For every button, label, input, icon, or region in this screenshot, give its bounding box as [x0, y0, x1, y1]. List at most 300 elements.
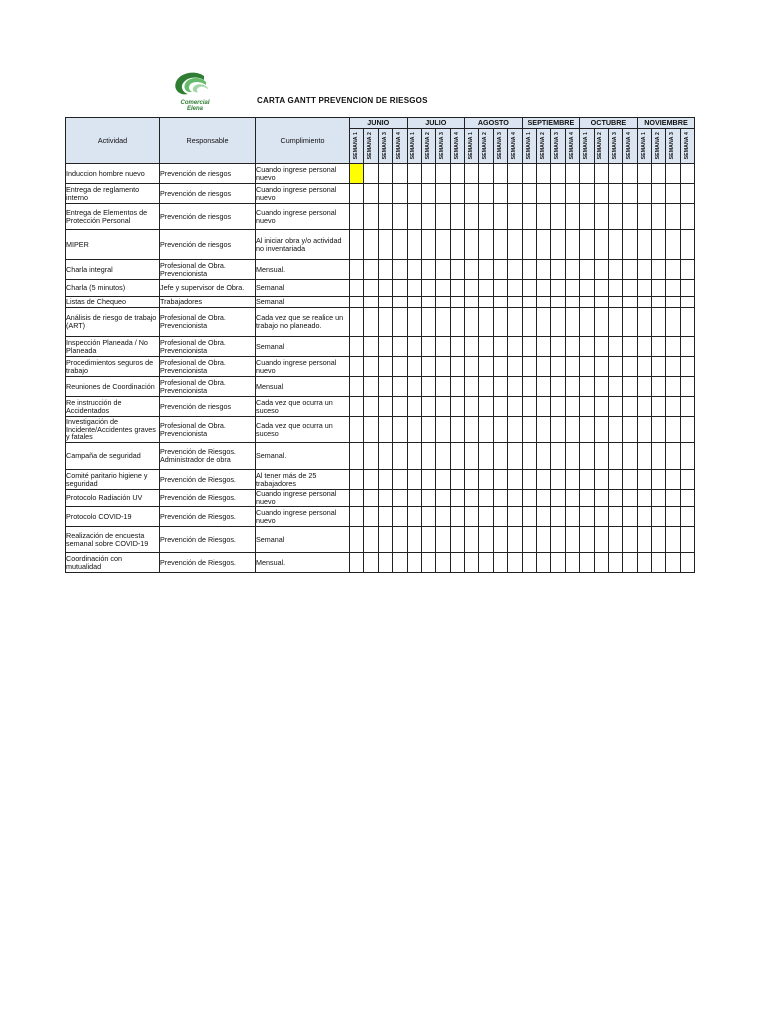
- week-cell[interactable]: [680, 443, 694, 470]
- week-cell[interactable]: [666, 164, 680, 184]
- week-cell[interactable]: [594, 357, 608, 377]
- week-cell[interactable]: [565, 164, 579, 184]
- week-cell[interactable]: [393, 553, 407, 573]
- week-cell[interactable]: [652, 260, 666, 280]
- week-cell[interactable]: [652, 470, 666, 490]
- week-cell[interactable]: [522, 297, 536, 308]
- week-cell[interactable]: [436, 417, 450, 443]
- week-cell[interactable]: [536, 527, 550, 553]
- week-cell[interactable]: [508, 507, 522, 527]
- week-cell[interactable]: [350, 357, 364, 377]
- week-cell[interactable]: [350, 397, 364, 417]
- week-cell[interactable]: [666, 260, 680, 280]
- week-cell[interactable]: [623, 417, 637, 443]
- week-cell[interactable]: [350, 553, 364, 573]
- week-cell[interactable]: [393, 490, 407, 507]
- week-cell[interactable]: [436, 377, 450, 397]
- week-cell[interactable]: [551, 297, 565, 308]
- week-cell[interactable]: [378, 297, 392, 308]
- week-cell[interactable]: [580, 377, 594, 397]
- week-cell[interactable]: [652, 164, 666, 184]
- week-cell[interactable]: [608, 377, 622, 397]
- week-cell[interactable]: [508, 553, 522, 573]
- week-cell[interactable]: [364, 297, 378, 308]
- week-cell[interactable]: [637, 377, 651, 397]
- week-cell[interactable]: [565, 377, 579, 397]
- week-cell[interactable]: [522, 553, 536, 573]
- week-cell[interactable]: [594, 490, 608, 507]
- week-cell[interactable]: [666, 490, 680, 507]
- week-cell[interactable]: [551, 527, 565, 553]
- week-cell[interactable]: [436, 507, 450, 527]
- week-cell[interactable]: [493, 397, 507, 417]
- week-cell[interactable]: [493, 377, 507, 397]
- week-cell[interactable]: [623, 280, 637, 297]
- week-cell[interactable]: [465, 490, 479, 507]
- week-cell[interactable]: [551, 417, 565, 443]
- week-cell[interactable]: [436, 553, 450, 573]
- week-cell[interactable]: [450, 297, 464, 308]
- week-cell[interactable]: [465, 280, 479, 297]
- week-cell[interactable]: [680, 417, 694, 443]
- week-cell[interactable]: [623, 397, 637, 417]
- week-cell[interactable]: [479, 553, 493, 573]
- week-cell[interactable]: [479, 470, 493, 490]
- week-cell[interactable]: [666, 337, 680, 357]
- week-cell[interactable]: [350, 470, 364, 490]
- week-cell[interactable]: [450, 417, 464, 443]
- week-cell[interactable]: [652, 280, 666, 297]
- week-cell[interactable]: [436, 397, 450, 417]
- week-cell[interactable]: [594, 230, 608, 260]
- week-cell[interactable]: [536, 553, 550, 573]
- week-cell[interactable]: [450, 204, 464, 230]
- week-cell[interactable]: [652, 204, 666, 230]
- week-cell[interactable]: [522, 230, 536, 260]
- week-cell[interactable]: [407, 164, 421, 184]
- week-cell[interactable]: [680, 184, 694, 204]
- week-cell[interactable]: [666, 553, 680, 573]
- week-cell[interactable]: [623, 164, 637, 184]
- week-cell[interactable]: [479, 204, 493, 230]
- week-cell[interactable]: [623, 443, 637, 470]
- week-cell[interactable]: [580, 397, 594, 417]
- week-cell[interactable]: [508, 443, 522, 470]
- week-cell[interactable]: [594, 553, 608, 573]
- week-cell[interactable]: [551, 490, 565, 507]
- week-cell[interactable]: [479, 507, 493, 527]
- week-cell[interactable]: [465, 260, 479, 280]
- week-cell[interactable]: [608, 470, 622, 490]
- week-cell[interactable]: [378, 260, 392, 280]
- week-cell[interactable]: [565, 357, 579, 377]
- week-cell[interactable]: [350, 417, 364, 443]
- week-cell[interactable]: [407, 280, 421, 297]
- week-cell[interactable]: [608, 184, 622, 204]
- week-cell[interactable]: [666, 527, 680, 553]
- week-cell[interactable]: [680, 297, 694, 308]
- week-cell[interactable]: [350, 230, 364, 260]
- week-cell[interactable]: [493, 260, 507, 280]
- week-cell[interactable]: [436, 164, 450, 184]
- week-cell[interactable]: [580, 297, 594, 308]
- week-cell[interactable]: [522, 507, 536, 527]
- week-cell[interactable]: [637, 260, 651, 280]
- week-cell[interactable]: [608, 553, 622, 573]
- week-cell[interactable]: [479, 397, 493, 417]
- week-cell[interactable]: [493, 527, 507, 553]
- week-cell[interactable]: [350, 184, 364, 204]
- week-cell[interactable]: [393, 397, 407, 417]
- week-cell[interactable]: [364, 260, 378, 280]
- week-cell[interactable]: [393, 230, 407, 260]
- week-cell[interactable]: [350, 204, 364, 230]
- week-cell[interactable]: [450, 553, 464, 573]
- week-cell[interactable]: [378, 308, 392, 337]
- week-cell[interactable]: [479, 337, 493, 357]
- week-cell[interactable]: [623, 297, 637, 308]
- week-cell[interactable]: [421, 297, 435, 308]
- week-cell[interactable]: [666, 184, 680, 204]
- week-cell[interactable]: [608, 204, 622, 230]
- week-cell[interactable]: [378, 553, 392, 573]
- week-cell[interactable]: [407, 377, 421, 397]
- week-cell[interactable]: [623, 470, 637, 490]
- week-cell[interactable]: [623, 527, 637, 553]
- week-cell[interactable]: [565, 397, 579, 417]
- week-cell[interactable]: [493, 280, 507, 297]
- week-cell[interactable]: [652, 297, 666, 308]
- week-cell[interactable]: [479, 308, 493, 337]
- week-cell[interactable]: [407, 490, 421, 507]
- week-cell[interactable]: [652, 397, 666, 417]
- week-cell[interactable]: [652, 357, 666, 377]
- week-cell[interactable]: [479, 490, 493, 507]
- week-cell[interactable]: [637, 470, 651, 490]
- week-cell[interactable]: [680, 377, 694, 397]
- week-cell[interactable]: [551, 397, 565, 417]
- week-cell[interactable]: [536, 470, 550, 490]
- week-cell[interactable]: [421, 490, 435, 507]
- week-cell[interactable]: [680, 357, 694, 377]
- week-cell[interactable]: [536, 260, 550, 280]
- week-cell[interactable]: [407, 230, 421, 260]
- week-cell[interactable]: [580, 553, 594, 573]
- week-cell[interactable]: [450, 397, 464, 417]
- week-cell[interactable]: [493, 553, 507, 573]
- week-cell[interactable]: [465, 204, 479, 230]
- week-cell[interactable]: [393, 204, 407, 230]
- week-cell[interactable]: [666, 397, 680, 417]
- week-cell[interactable]: [565, 337, 579, 357]
- week-cell[interactable]: [508, 527, 522, 553]
- week-cell[interactable]: [551, 184, 565, 204]
- week-cell[interactable]: [465, 164, 479, 184]
- week-cell[interactable]: [436, 280, 450, 297]
- week-cell[interactable]: [493, 308, 507, 337]
- week-cell[interactable]: [421, 377, 435, 397]
- highlighted-week-cell[interactable]: [350, 164, 364, 184]
- week-cell[interactable]: [580, 417, 594, 443]
- week-cell[interactable]: [637, 164, 651, 184]
- week-cell[interactable]: [479, 417, 493, 443]
- week-cell[interactable]: [551, 470, 565, 490]
- week-cell[interactable]: [364, 507, 378, 527]
- week-cell[interactable]: [407, 553, 421, 573]
- week-cell[interactable]: [508, 490, 522, 507]
- week-cell[interactable]: [350, 490, 364, 507]
- week-cell[interactable]: [551, 164, 565, 184]
- week-cell[interactable]: [421, 553, 435, 573]
- week-cell[interactable]: [508, 260, 522, 280]
- week-cell[interactable]: [364, 164, 378, 184]
- week-cell[interactable]: [421, 308, 435, 337]
- week-cell[interactable]: [350, 308, 364, 337]
- week-cell[interactable]: [421, 280, 435, 297]
- week-cell[interactable]: [364, 204, 378, 230]
- week-cell[interactable]: [479, 184, 493, 204]
- week-cell[interactable]: [508, 417, 522, 443]
- week-cell[interactable]: [522, 527, 536, 553]
- week-cell[interactable]: [378, 490, 392, 507]
- week-cell[interactable]: [393, 297, 407, 308]
- week-cell[interactable]: [551, 337, 565, 357]
- week-cell[interactable]: [536, 507, 550, 527]
- week-cell[interactable]: [350, 507, 364, 527]
- week-cell[interactable]: [594, 507, 608, 527]
- week-cell[interactable]: [594, 470, 608, 490]
- week-cell[interactable]: [652, 507, 666, 527]
- week-cell[interactable]: [378, 417, 392, 443]
- week-cell[interactable]: [652, 184, 666, 204]
- week-cell[interactable]: [680, 397, 694, 417]
- week-cell[interactable]: [608, 308, 622, 337]
- week-cell[interactable]: [465, 230, 479, 260]
- week-cell[interactable]: [680, 280, 694, 297]
- week-cell[interactable]: [608, 164, 622, 184]
- week-cell[interactable]: [450, 308, 464, 337]
- week-cell[interactable]: [565, 297, 579, 308]
- week-cell[interactable]: [623, 204, 637, 230]
- week-cell[interactable]: [594, 337, 608, 357]
- week-cell[interactable]: [364, 470, 378, 490]
- week-cell[interactable]: [450, 357, 464, 377]
- week-cell[interactable]: [522, 204, 536, 230]
- week-cell[interactable]: [666, 470, 680, 490]
- week-cell[interactable]: [680, 553, 694, 573]
- week-cell[interactable]: [551, 308, 565, 337]
- week-cell[interactable]: [522, 443, 536, 470]
- week-cell[interactable]: [407, 337, 421, 357]
- week-cell[interactable]: [536, 357, 550, 377]
- week-cell[interactable]: [378, 443, 392, 470]
- week-cell[interactable]: [493, 490, 507, 507]
- week-cell[interactable]: [465, 297, 479, 308]
- week-cell[interactable]: [536, 443, 550, 470]
- week-cell[interactable]: [522, 490, 536, 507]
- week-cell[interactable]: [378, 230, 392, 260]
- week-cell[interactable]: [551, 443, 565, 470]
- week-cell[interactable]: [594, 184, 608, 204]
- week-cell[interactable]: [594, 164, 608, 184]
- week-cell[interactable]: [666, 357, 680, 377]
- week-cell[interactable]: [666, 417, 680, 443]
- week-cell[interactable]: [680, 230, 694, 260]
- week-cell[interactable]: [551, 507, 565, 527]
- week-cell[interactable]: [536, 280, 550, 297]
- week-cell[interactable]: [608, 230, 622, 260]
- week-cell[interactable]: [608, 417, 622, 443]
- week-cell[interactable]: [637, 397, 651, 417]
- week-cell[interactable]: [465, 443, 479, 470]
- week-cell[interactable]: [522, 417, 536, 443]
- week-cell[interactable]: [551, 553, 565, 573]
- week-cell[interactable]: [364, 553, 378, 573]
- week-cell[interactable]: [364, 337, 378, 357]
- week-cell[interactable]: [421, 443, 435, 470]
- week-cell[interactable]: [450, 230, 464, 260]
- week-cell[interactable]: [508, 337, 522, 357]
- week-cell[interactable]: [450, 280, 464, 297]
- week-cell[interactable]: [666, 280, 680, 297]
- week-cell[interactable]: [580, 164, 594, 184]
- week-cell[interactable]: [522, 377, 536, 397]
- week-cell[interactable]: [652, 417, 666, 443]
- week-cell[interactable]: [378, 357, 392, 377]
- week-cell[interactable]: [436, 204, 450, 230]
- week-cell[interactable]: [421, 527, 435, 553]
- week-cell[interactable]: [565, 280, 579, 297]
- week-cell[interactable]: [465, 527, 479, 553]
- week-cell[interactable]: [680, 527, 694, 553]
- week-cell[interactable]: [421, 397, 435, 417]
- week-cell[interactable]: [378, 184, 392, 204]
- week-cell[interactable]: [465, 308, 479, 337]
- week-cell[interactable]: [580, 527, 594, 553]
- week-cell[interactable]: [508, 204, 522, 230]
- week-cell[interactable]: [551, 204, 565, 230]
- week-cell[interactable]: [393, 470, 407, 490]
- week-cell[interactable]: [565, 204, 579, 230]
- week-cell[interactable]: [608, 280, 622, 297]
- week-cell[interactable]: [508, 397, 522, 417]
- week-cell[interactable]: [536, 184, 550, 204]
- week-cell[interactable]: [680, 164, 694, 184]
- week-cell[interactable]: [364, 184, 378, 204]
- week-cell[interactable]: [450, 490, 464, 507]
- week-cell[interactable]: [450, 377, 464, 397]
- week-cell[interactable]: [493, 297, 507, 308]
- week-cell[interactable]: [666, 443, 680, 470]
- week-cell[interactable]: [479, 230, 493, 260]
- week-cell[interactable]: [652, 490, 666, 507]
- week-cell[interactable]: [436, 297, 450, 308]
- week-cell[interactable]: [407, 527, 421, 553]
- week-cell[interactable]: [393, 184, 407, 204]
- week-cell[interactable]: [623, 260, 637, 280]
- week-cell[interactable]: [450, 260, 464, 280]
- week-cell[interactable]: [407, 297, 421, 308]
- week-cell[interactable]: [608, 527, 622, 553]
- week-cell[interactable]: [421, 507, 435, 527]
- week-cell[interactable]: [522, 280, 536, 297]
- week-cell[interactable]: [623, 507, 637, 527]
- week-cell[interactable]: [450, 164, 464, 184]
- week-cell[interactable]: [551, 260, 565, 280]
- week-cell[interactable]: [364, 357, 378, 377]
- week-cell[interactable]: [465, 470, 479, 490]
- week-cell[interactable]: [421, 337, 435, 357]
- week-cell[interactable]: [350, 260, 364, 280]
- week-cell[interactable]: [637, 417, 651, 443]
- week-cell[interactable]: [378, 527, 392, 553]
- week-cell[interactable]: [407, 184, 421, 204]
- week-cell[interactable]: [364, 308, 378, 337]
- week-cell[interactable]: [378, 397, 392, 417]
- week-cell[interactable]: [594, 443, 608, 470]
- week-cell[interactable]: [594, 308, 608, 337]
- week-cell[interactable]: [364, 230, 378, 260]
- week-cell[interactable]: [580, 507, 594, 527]
- week-cell[interactable]: [565, 417, 579, 443]
- week-cell[interactable]: [493, 204, 507, 230]
- week-cell[interactable]: [450, 443, 464, 470]
- week-cell[interactable]: [393, 377, 407, 397]
- week-cell[interactable]: [421, 184, 435, 204]
- week-cell[interactable]: [666, 297, 680, 308]
- week-cell[interactable]: [580, 260, 594, 280]
- week-cell[interactable]: [608, 357, 622, 377]
- week-cell[interactable]: [493, 184, 507, 204]
- week-cell[interactable]: [680, 470, 694, 490]
- week-cell[interactable]: [436, 527, 450, 553]
- week-cell[interactable]: [450, 507, 464, 527]
- week-cell[interactable]: [637, 280, 651, 297]
- week-cell[interactable]: [479, 260, 493, 280]
- week-cell[interactable]: [551, 357, 565, 377]
- week-cell[interactable]: [680, 337, 694, 357]
- week-cell[interactable]: [465, 357, 479, 377]
- week-cell[interactable]: [580, 184, 594, 204]
- week-cell[interactable]: [407, 507, 421, 527]
- week-cell[interactable]: [465, 377, 479, 397]
- week-cell[interactable]: [465, 184, 479, 204]
- week-cell[interactable]: [378, 377, 392, 397]
- week-cell[interactable]: [421, 164, 435, 184]
- week-cell[interactable]: [508, 377, 522, 397]
- week-cell[interactable]: [393, 164, 407, 184]
- week-cell[interactable]: [350, 280, 364, 297]
- week-cell[interactable]: [493, 337, 507, 357]
- week-cell[interactable]: [608, 397, 622, 417]
- week-cell[interactable]: [364, 443, 378, 470]
- week-cell[interactable]: [652, 443, 666, 470]
- week-cell[interactable]: [623, 308, 637, 337]
- week-cell[interactable]: [522, 397, 536, 417]
- week-cell[interactable]: [551, 280, 565, 297]
- week-cell[interactable]: [436, 443, 450, 470]
- week-cell[interactable]: [536, 397, 550, 417]
- week-cell[interactable]: [350, 527, 364, 553]
- week-cell[interactable]: [652, 337, 666, 357]
- week-cell[interactable]: [393, 417, 407, 443]
- week-cell[interactable]: [565, 470, 579, 490]
- week-cell[interactable]: [637, 297, 651, 308]
- week-cell[interactable]: [350, 377, 364, 397]
- week-cell[interactable]: [393, 308, 407, 337]
- week-cell[interactable]: [436, 184, 450, 204]
- week-cell[interactable]: [522, 357, 536, 377]
